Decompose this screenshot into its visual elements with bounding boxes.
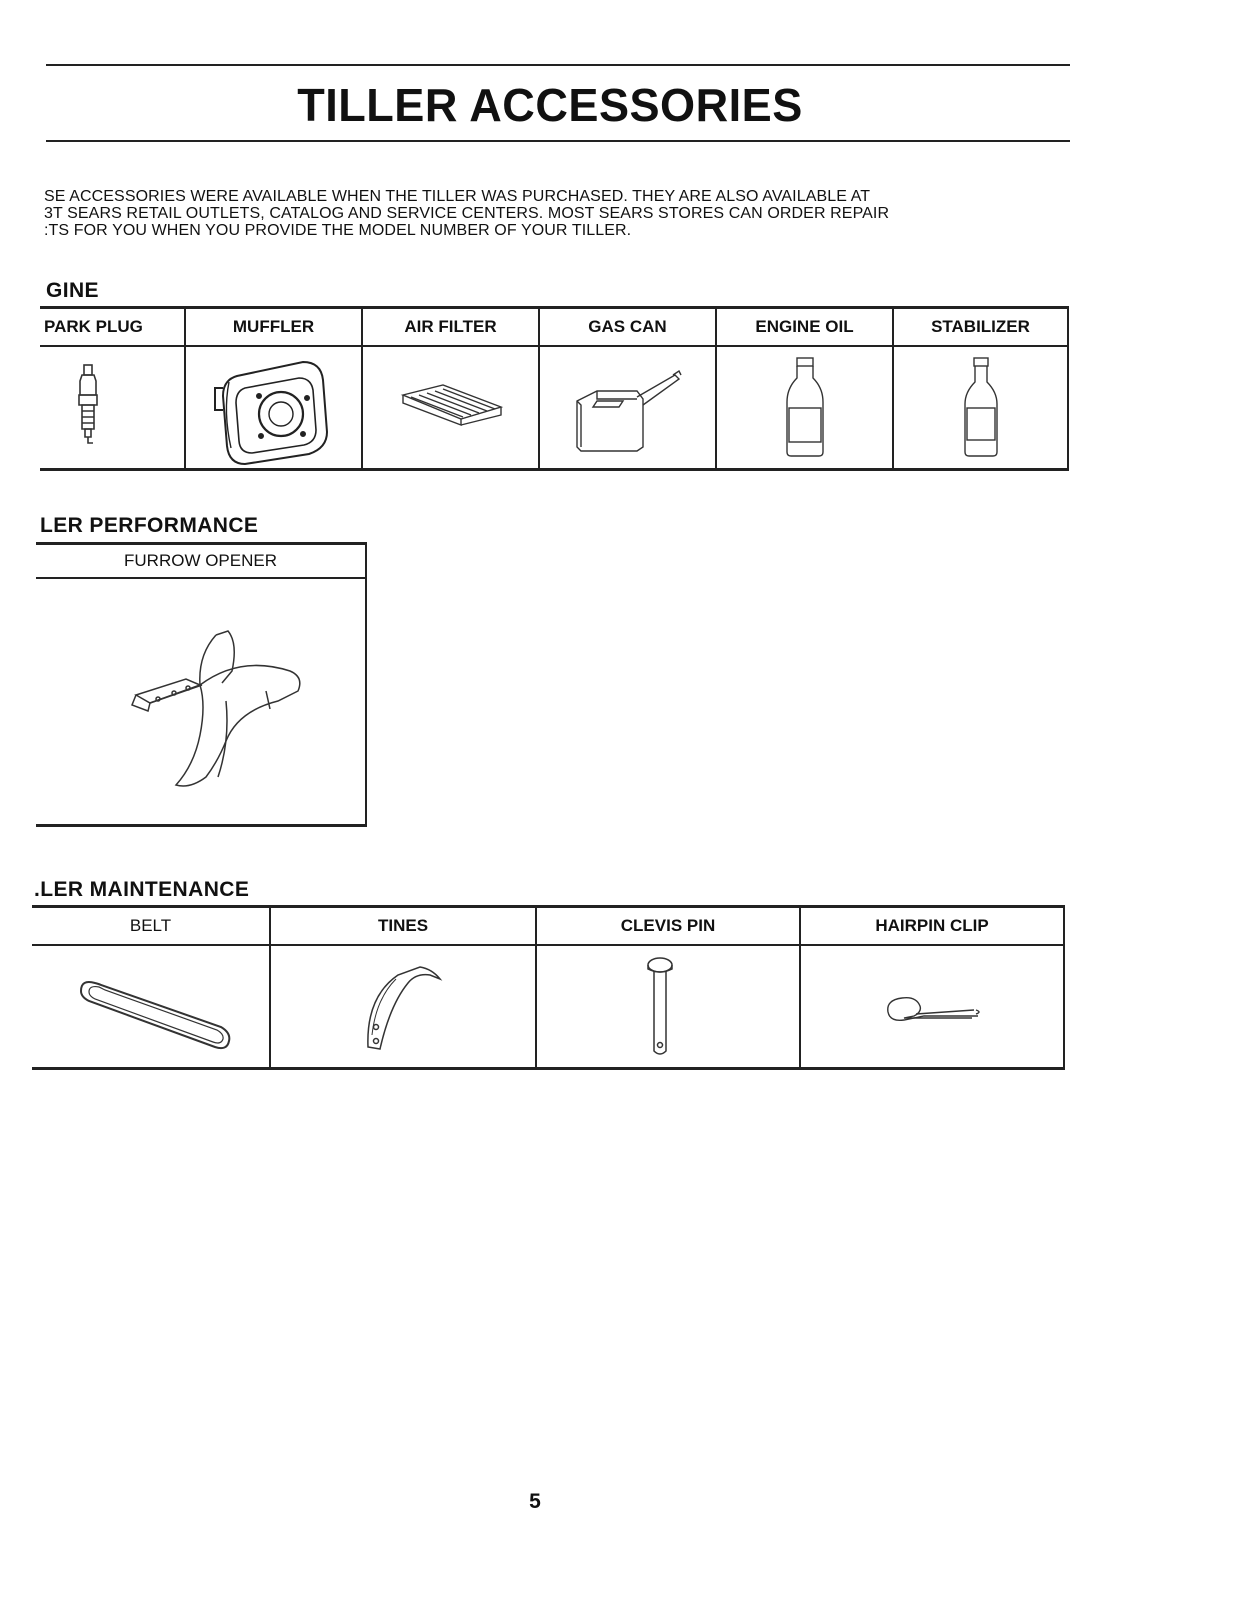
cell-muffler: [185, 346, 362, 470]
furrow-opener-icon: [96, 601, 306, 801]
performance-section-label: LER PERFORMANCE: [40, 514, 259, 537]
top-rule: [46, 64, 1070, 66]
cell-air-filter: [362, 346, 539, 470]
stabilizer-bottle-icon: [951, 352, 1011, 462]
cell-furrow-opener: [36, 578, 366, 826]
engine-section-label: GINE: [46, 279, 99, 302]
maintenance-accessories-table: [32, 905, 1065, 1070]
header-air-filter: AIR FILTER: [362, 308, 539, 346]
maintenance-section-label: .LER MAINTENANCE: [34, 878, 250, 901]
spark-plug-icon: [62, 357, 162, 457]
tine-icon: [348, 951, 458, 1061]
performance-accessories-table: [36, 542, 367, 827]
engine-accessories-table: [40, 306, 1069, 471]
air-filter-icon: [391, 377, 511, 437]
hairpin-clip-icon: [872, 976, 992, 1036]
page-number: 5: [529, 1490, 541, 1513]
oil-bottle-icon: [775, 352, 835, 462]
cell-hairpin-clip: [800, 945, 1064, 1069]
intro-line-1: SE ACCESSORIES WERE AVAILABLE WHEN THE TILLER WAS PURCHASED. THEY ARE ALSO AVAILABLE AT: [44, 188, 871, 205]
intro-paragraph: [44, 188, 1084, 239]
intro-line-3: :TS FOR YOU WHEN YOU PROVIDE THE MODEL NUMBER OF YOUR TILLER.: [44, 222, 632, 239]
cell-stabilizer: [893, 346, 1068, 470]
header-engine-oil: ENGINE OIL: [716, 308, 893, 346]
header-stabilizer: STABILIZER: [893, 308, 1068, 346]
cell-engine-oil: [716, 346, 893, 470]
clevis-pin-icon: [628, 951, 708, 1061]
cell-gas-can: [539, 346, 716, 470]
header-clevis-pin: CLEVIS PIN: [536, 907, 800, 945]
page-title: TILLER ACCESSORIES: [297, 79, 803, 131]
cell-tines: [270, 945, 536, 1069]
gas-can-icon: [563, 357, 693, 457]
muffler-icon: [199, 348, 349, 466]
header-belt: BELT: [32, 907, 270, 945]
cell-clevis-pin: [536, 945, 800, 1069]
header-muffler: MUFFLER: [185, 308, 362, 346]
header-gas-can: GAS CAN: [539, 308, 716, 346]
header-furrow-opener: FURROW OPENER: [36, 544, 366, 578]
header-hairpin-clip: HAIRPIN CLIP: [800, 907, 1064, 945]
cell-belt: [32, 945, 270, 1069]
title-underline: [46, 140, 1070, 142]
header-tines: TINES: [270, 907, 536, 945]
intro-line-2: 3T SEARS RETAIL OUTLETS, CATALOG AND SERVICE CENTERS. MOST SEARS STORES CAN ORDER REPAIR: [44, 205, 890, 222]
cell-spark-plug: [40, 346, 185, 470]
belt-icon: [61, 961, 241, 1051]
header-spark-plug: PARK PLUG: [40, 308, 185, 346]
